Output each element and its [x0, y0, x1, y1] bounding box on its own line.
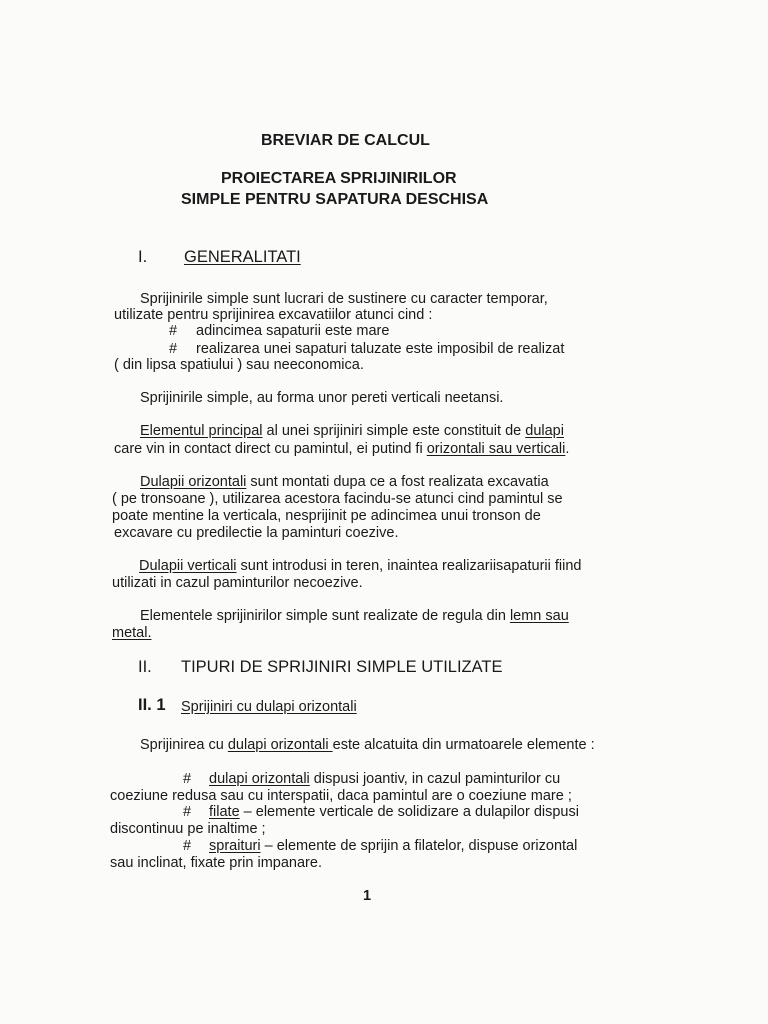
bullet-hash: #	[169, 323, 178, 339]
paragraph-4-line4: excavare cu predilectie la paminturi coezive.	[114, 525, 399, 541]
paragraph-3-line2: care vin in contact direct cu pamintul, ei putind fi orizontali sau verticali.	[114, 441, 570, 457]
document-subtitle-line1: PROIECTAREA SPRIJINIRILOR	[221, 170, 457, 187]
document-title: BREVIAR DE CALCUL	[261, 132, 430, 149]
paragraph-1-line2: utilizate pentru sprijinirea excavatiilor atunci cind :	[114, 307, 433, 323]
term-dulapi-orizontali: dulapi orizontali	[227, 737, 333, 753]
page-number: 1	[363, 888, 372, 904]
term-spraituri: spraituri	[209, 838, 261, 854]
paragraph-3-line1: Elementul principal al unei sprijiniri simple este constituit de dulapi	[140, 423, 564, 439]
term-metal: metal.	[112, 625, 152, 641]
bullet-2-line2: discontinuu pe inaltime ;	[110, 821, 266, 837]
section-2-number: II.	[138, 658, 152, 676]
term-filate: filate	[209, 804, 240, 820]
paragraph-4-line1: Dulapii orizontali sunt montati dupa ce a fost realizata excavatia	[140, 474, 549, 490]
paragraph-2: Sprijinirile simple, au forma unor pereti verticali neetansi.	[140, 390, 504, 406]
bullet-hash: #	[183, 838, 192, 854]
term-dulapi: dulapi	[525, 423, 564, 439]
paragraph-4-line3: poate mentine la verticala, nesprijinit pe adincimea unui tronson de	[112, 508, 541, 524]
paragraph-5-line1: Dulapii verticali sunt introdusi in teren, inaintea realizariisapaturii fiind	[139, 558, 582, 574]
section-1-heading: GENERALITATI	[184, 248, 301, 266]
bullet-hash: #	[183, 804, 192, 820]
section-2-intro: Sprijinirea cu dulapi orizontali este alcatuita din urmatoarele elemente :	[140, 737, 595, 753]
paragraph-4-line2: ( pe tronsoane ), utilizarea acestora facindu-se atunci cind pamintul se	[112, 491, 563, 507]
bullet-3-line2: sau inclinat, fixate prin impanare.	[110, 855, 322, 871]
term-lemn-sau: lemn sau	[509, 608, 569, 624]
document-subtitle-line2: SIMPLE PENTRU SAPATURA DESCHISA	[181, 191, 489, 208]
subsection-2-1-heading: Sprijiniri cu dulapi orizontali	[181, 699, 357, 715]
subsection-2-1-number: II. 1	[138, 696, 166, 714]
section-2-heading: TIPURI DE SPRIJINIRI SIMPLE UTILIZATE	[181, 658, 503, 676]
bullet-hash: #	[183, 771, 192, 787]
term-orizontali-verticali: orizontali sau verticali	[426, 441, 566, 457]
paragraph-1-line5: ( din lipsa spatiului ) sau neeconomica.	[114, 357, 364, 373]
section-1-number: I.	[138, 248, 148, 266]
bullet-2-line1: filate – elemente verticale de solidizare a dulapilor dispusi	[209, 804, 579, 820]
paragraph-1-line1: Sprijinirile simple sunt lucrari de sustinere cu caracter temporar,	[140, 291, 548, 307]
paragraph-6-line1: Elementele sprijinirilor simple sunt realizate de regula din lemn sau	[140, 608, 569, 624]
term-dulapi-orizontali: dulapi orizontali	[209, 771, 310, 787]
bullet-1-line2: coeziune redusa sau cu interspatii, daca pamintul are o coeziune mare ;	[110, 788, 572, 804]
bullet-hash: #	[169, 341, 178, 357]
bullet-1-line1: dulapi orizontali dispusi joantiv, in cazul paminturilor cu	[209, 771, 561, 787]
term-dulapii-verticali: Dulapii verticali	[139, 558, 237, 574]
paragraph-1-line3: adincimea sapaturii este mare	[196, 323, 390, 339]
paragraph-1-line4: realizarea unei sapaturi taluzate este imposibil de realizat	[196, 341, 565, 357]
paragraph-5-line2: utilizati in cazul paminturilor necoezive.	[112, 575, 363, 591]
bullet-3-line1: spraituri – elemente de sprijin a filatelor, dispuse orizontal	[209, 838, 578, 854]
term-dulapii-orizontali: Dulapii orizontali	[140, 474, 247, 490]
term-elementul-principal: Elementul principal	[140, 423, 263, 439]
